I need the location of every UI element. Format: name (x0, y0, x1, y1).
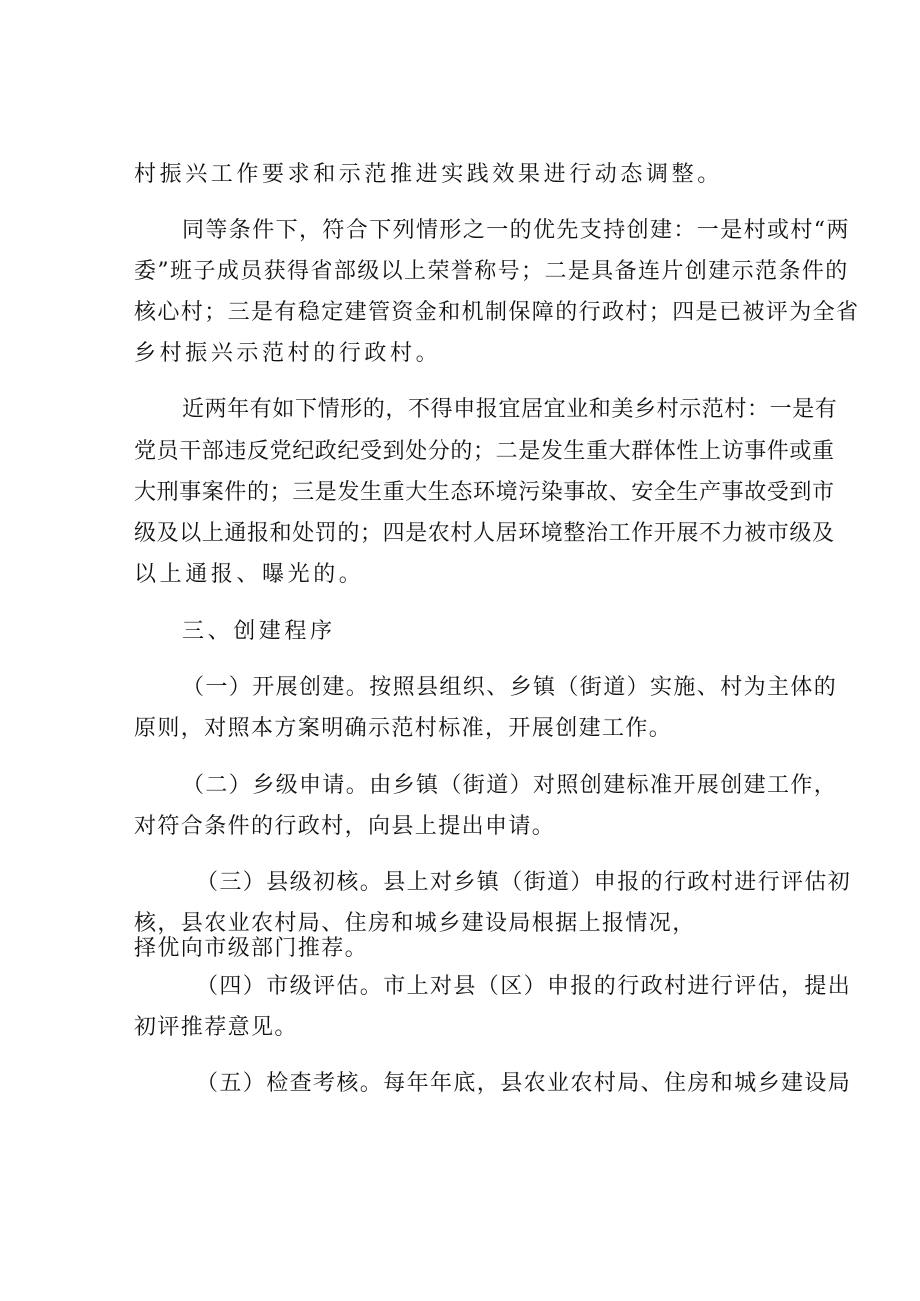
paragraph-line: 级及以上通报和处罚的；四是农村人居环境整治工作开展不力被市级及 (134, 521, 835, 546)
paragraph-line: 对符合条件的行政村，向县上提出申请。 (134, 814, 556, 839)
paragraph-line: （一）开展创建。按照县组织、乡镇（街道）实施、村为主体的 (182, 675, 838, 700)
section-heading: 三、创建程序 (182, 619, 336, 644)
paragraph-line: （五）检查考核。每年年底，县农业农村局、住房和城乡建设局 (196, 1071, 852, 1096)
paragraph-line: 核，县农业农村局、住房和城乡建设局根据上报情况， (134, 911, 696, 936)
paragraph-line: （二）乡级申请。由乡镇（街道）对照创建标准开展创建工作， (182, 773, 838, 798)
paragraph-line: 初评推荐意见。 (134, 1015, 298, 1040)
paragraph-line: （三）县级初核。县上对乡镇（街道）申报的行政村进行评估初 (196, 870, 852, 895)
paragraph-line: 大刑事案件的；三是发生重大生态环境污染事故、安全生产事故受到市 (134, 480, 835, 505)
paragraph-line: 以上通报、曝光的。 (134, 562, 365, 587)
paragraph-line: 乡村振兴示范村的行政村。 (134, 341, 442, 366)
paragraph-line: 核心村；三是有稳定建管资金和机制保障的行政村；四是已被评为全省 (134, 300, 860, 325)
paragraph-line: 择优向市级部门推荐。 (134, 936, 369, 961)
paragraph-line: （四）市级评估。市上对县（区）申报的行政村进行评估，提出 (196, 974, 852, 999)
paragraph-line: 原则，对照本方案明确示范村标准，开展创建工作。 (134, 716, 673, 741)
paragraph-line: 党员干部违反党纪政纪受到处分的；二是发生重大群体性上访事件或重 (134, 439, 835, 464)
paragraph-line: 近两年有如下情形的，不得申报宜居宜业和美乡村示范村：一是有 (182, 397, 838, 422)
paragraph-line: 同等条件下，符合下列情形之一的优先支持创建：一是村或村“两 (182, 218, 850, 243)
paragraph-line: 村振兴工作要求和示范推进实践效果进行动态调整。 (134, 162, 723, 187)
paragraph-line: 委”班子成员获得省部级以上荣誉称号；二是具备连片创建示范条件的 (134, 259, 849, 284)
